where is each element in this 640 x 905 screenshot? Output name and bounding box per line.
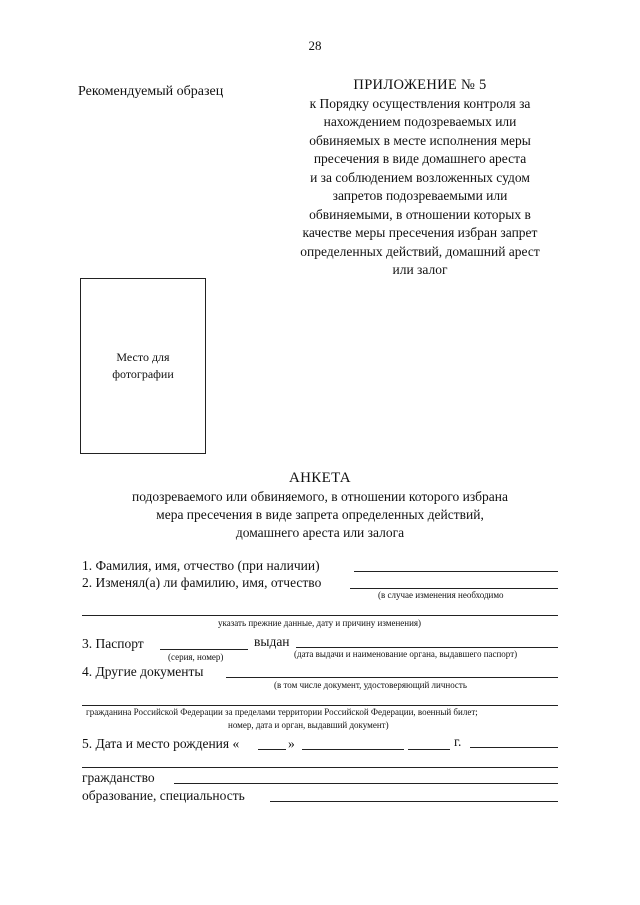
birth-year-suffix: г. <box>454 734 462 749</box>
full-name-field-line[interactable] <box>354 571 558 572</box>
appendix-block <box>280 76 560 280</box>
education-field-line[interactable] <box>270 801 558 802</box>
birth-day-close-quote: » <box>288 736 295 751</box>
item-birth-label: 5. Дата и место рождения « <box>82 736 240 751</box>
birth-day-field-line[interactable] <box>258 749 286 750</box>
item-passport-label: 3. Паспорт <box>82 636 144 651</box>
photo-label-line: фотографии <box>112 367 174 381</box>
form-title: АНКЕТА <box>289 470 351 486</box>
item-other-documents-label: 4. Другие документы <box>82 664 204 679</box>
name-change-hint-2: указать прежние данные, дату и причину изменения) <box>218 618 422 628</box>
photo-placeholder <box>80 278 206 454</box>
other-documents-hint-2: гражданина Российской Федерации за пределами территории Российской Федерации, военный билет; <box>86 707 478 717</box>
item-name-change-label: 2. Изменял(а) ли фамилию, имя, отчество <box>82 575 322 590</box>
appendix-line: определенных действий, домашний арест <box>300 243 540 259</box>
appendix-line: обвиняемыми, в отношении которых в <box>309 206 531 222</box>
form-subtitle-line: мера пресечения в виде запрета определенных действий, <box>156 507 484 522</box>
appendix-line: и за соблюдением возложенных судом <box>310 169 530 185</box>
birth-place-field-line[interactable] <box>470 747 558 748</box>
passport-issued-label: выдан <box>254 634 290 649</box>
passport-number-field-line[interactable] <box>160 649 248 650</box>
page-number: 28 <box>308 38 322 53</box>
passport-issued-field-line[interactable] <box>296 647 558 648</box>
other-documents-hint: (в том числе документ, удостоверяющий личность <box>274 680 467 690</box>
other-documents-hint-3: номер, дата и орган, выдавший документ) <box>228 720 389 730</box>
citizenship-field-line[interactable] <box>174 783 558 784</box>
birth-place-field-line-2[interactable] <box>82 767 558 768</box>
appendix-line: запретов подозреваемыми или <box>332 188 508 203</box>
birth-year-field-line[interactable] <box>408 749 450 750</box>
birth-month-field-line[interactable] <box>302 749 404 750</box>
appendix-line: обвиняемых в месте исполнения меры <box>309 132 531 148</box>
item-full-name-label: 1. Фамилия, имя, отчество (при наличии) <box>82 558 320 573</box>
appendix-line: качестве меры пресечения избран запрет <box>302 225 538 240</box>
education-label: образование, специальность <box>82 788 245 803</box>
name-change-field-line-2[interactable] <box>82 615 558 616</box>
recommended-sample-label: Рекомендуемый образец <box>78 84 224 99</box>
form-subtitle-line: домашнего ареста или залога <box>235 525 405 540</box>
appendix-title: ПРИЛОЖЕНИЕ № 5 <box>353 77 487 93</box>
appendix-line: пресечения в виде домашнего ареста <box>313 151 527 166</box>
name-change-hint: (в случае изменения необходимо <box>378 590 504 600</box>
form-subtitle <box>100 488 540 542</box>
appendix-line: или залог <box>392 262 448 277</box>
photo-label-line: Место для <box>116 350 170 364</box>
appendix-line: к Порядку осуществления контроля за <box>309 95 531 111</box>
other-documents-field-line[interactable] <box>226 677 558 678</box>
other-documents-field-line-2[interactable] <box>82 705 558 706</box>
form-subtitle-line: подозреваемого или обвиняемого, в отношении которого избрана <box>131 489 509 504</box>
appendix-line: нахождением подозреваемых или <box>323 114 517 129</box>
passport-issued-hint: (дата выдачи и наименование органа, выдавшего паспорт) <box>294 649 518 659</box>
citizenship-label: гражданство <box>82 770 155 785</box>
name-change-field-line[interactable] <box>350 588 558 589</box>
passport-series-hint: (серия, номер) <box>168 652 224 662</box>
